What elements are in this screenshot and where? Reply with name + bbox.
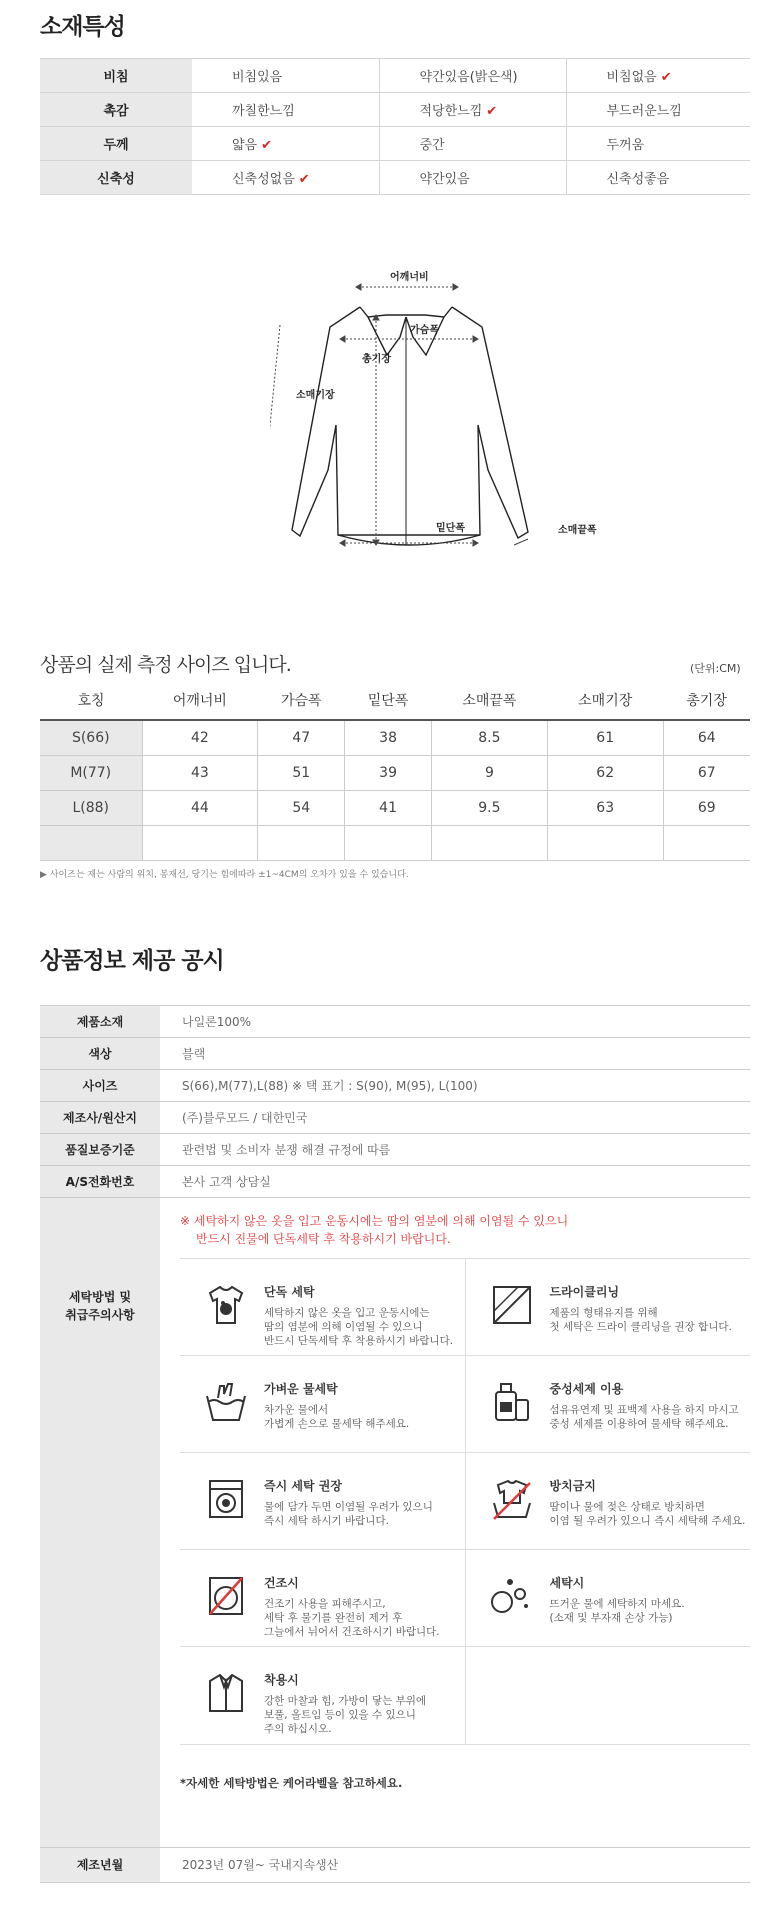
info-value: S(66),M(77),L(88) ※ 택 표기 : S(90), M(95), L(100) [160, 1070, 750, 1102]
care-item-desc: 제품의 형태유지를 위해 첫 세탁은 드라이 클리닝을 권장 합니다. [549, 1307, 732, 1333]
care-cell [465, 1259, 750, 1356]
info-table [40, 1005, 750, 1883]
care-grid [180, 1258, 750, 1744]
material-title: 소재특성 [40, 14, 125, 40]
size-row [40, 825, 750, 860]
material-option [566, 127, 750, 161]
care-item [180, 1669, 465, 1736]
size-header-cell: 어깨너비 [142, 680, 258, 720]
info-row [40, 1134, 750, 1166]
care-warning-line-2: 반드시 진물에 단독세탁 후 착용하시기 바랍니다. [196, 1232, 451, 1246]
care-item-desc: 강한 마찰과 힘, 가방이 닿는 부위에 보풀, 올트임 등이 있을 수 있으니 주의 하십시오. [264, 1695, 427, 1735]
care-item-desc: 차가운 물에서 가볍게 손으로 물세탁 해주세요. [264, 1404, 410, 1430]
size-header-cell: 총기장 [663, 680, 750, 720]
size-row [40, 790, 750, 825]
size-value-cell: 47 [258, 720, 345, 755]
material-option [192, 127, 379, 161]
care-item-title: 드라이클리닝 [549, 1285, 620, 1299]
material-row [40, 127, 750, 161]
care-cell [180, 1453, 465, 1550]
material-option [379, 93, 566, 127]
care-item-desc: 섬유유연제 및 표백제 사용을 하지 마시고 중성 세제를 이용하여 물세탁 해주세요. [549, 1404, 739, 1430]
label-cuff: 소매끝폭 [558, 525, 597, 536]
material-option-text: 비침있음 [232, 70, 283, 85]
care-item [180, 1281, 465, 1348]
label-shoulder: 어깨너비 [390, 272, 429, 283]
size-label-cell [40, 825, 142, 860]
info-title: 상품정보 제공 공시 [40, 948, 224, 974]
care-row [180, 1259, 750, 1356]
care-row [180, 1647, 750, 1744]
detergent-icon [488, 1378, 536, 1426]
washing-machine-icon [202, 1475, 250, 1523]
size-value-cell: 39 [345, 755, 432, 790]
size-note: ▶ 사이즈는 재는 사람의 위치, 봉재선, 당기는 힘에따라 ±1~4CM의 오차가 있을 수 있습니다. [40, 870, 409, 880]
material-option [192, 93, 379, 127]
material-option-text: 신축성없음 [232, 172, 295, 187]
info-label: 품질보증기준 [40, 1134, 160, 1166]
care-item-desc: 땀이나 물에 젖은 상태로 방치하면 이염 될 우려가 있으니 즉시 세탁해 주세요. [549, 1501, 746, 1527]
size-value-cell: 69 [663, 790, 750, 825]
size-value-cell: 38 [345, 720, 432, 755]
care-cell [465, 1356, 750, 1453]
care-item-title: 세탁시 [549, 1576, 585, 1590]
size-header-cell: 가슴폭 [258, 680, 345, 720]
size-value-cell: 43 [142, 755, 258, 790]
material-option-text: 신축성좋음 [606, 172, 670, 187]
size-value-cell [345, 825, 432, 860]
care-item-title: 단독 세탁 [264, 1285, 315, 1299]
info-value: 관련법 및 소비자 분쟁 해결 규정에 따름 [160, 1134, 750, 1166]
shirt-wash-icon [202, 1281, 250, 1329]
size-value-cell: 67 [663, 755, 750, 790]
care-item-desc: 뜨거운 물에 세탁하지 마세요. (소재 및 부자재 손상 가능) [549, 1598, 685, 1624]
material-option [192, 161, 379, 195]
care-item [466, 1572, 751, 1625]
care-item [180, 1475, 465, 1528]
care-item-title: 방치금지 [549, 1479, 596, 1493]
label-chest: 가슴폭 [410, 325, 439, 336]
size-header-cell: 밑단폭 [345, 680, 432, 720]
size-value-cell [547, 825, 663, 860]
measure-arrows [270, 284, 528, 546]
care-item-desc: 물에 담가 두면 이염될 우려가 있으니 즉시 세탁 하시기 바랍니다. [264, 1501, 433, 1527]
size-value-cell: 8.5 [432, 720, 548, 755]
material-option [379, 59, 566, 93]
no-soak-icon [488, 1475, 536, 1523]
care-item-desc: 건조기 사용을 피해주시고, 세탁 후 물기를 완전히 제거 후 그늘에서 뉘어서 건조하시기 바랍니다. [264, 1598, 440, 1638]
label-hem: 밑단폭 [436, 523, 465, 534]
material-option-text: 중간 [419, 138, 445, 153]
info-row [40, 1006, 750, 1038]
info-value: (주)블루모드 / 대한민국 [160, 1102, 750, 1134]
material-option-text: 비침없음 [606, 70, 657, 85]
size-value-cell [142, 825, 258, 860]
checkmark-icon: ✔ [298, 172, 310, 187]
care-footer: *자세한 세탁방법은 케어라벨을 참고하세요. [180, 1744, 750, 1847]
size-value-cell [663, 825, 750, 860]
care-cell [465, 1453, 750, 1550]
material-option [566, 161, 750, 195]
size-value-cell: 42 [142, 720, 258, 755]
size-value-cell: 44 [142, 790, 258, 825]
info-row [40, 1102, 750, 1134]
date-label: 제조년월 [40, 1847, 160, 1882]
size-value-cell [432, 825, 548, 860]
info-row [40, 1070, 750, 1102]
size-label-cell: L(88) [40, 790, 142, 825]
size-value-cell [258, 825, 345, 860]
checkmark-icon: ✔ [261, 138, 273, 153]
care-item [180, 1572, 465, 1639]
size-value-cell: 63 [547, 790, 663, 825]
care-item-title: 건조시 [264, 1576, 299, 1590]
checkmark-icon: ✔ [660, 70, 672, 85]
checkmark-icon: ✔ [486, 104, 498, 119]
material-option [192, 59, 379, 93]
material-option-text: 약간있음 [419, 172, 470, 187]
care-item-title: 중성세제 이용 [549, 1382, 624, 1396]
info-value: 본사 고객 상담실 [160, 1166, 750, 1198]
care-item-title: 즉시 세탁 권장 [264, 1479, 342, 1493]
size-header-cell: 소매끝폭 [432, 680, 548, 720]
material-option-text: 약간있음(밝은색) [419, 70, 518, 85]
material-option-text: 부드러운느낌 [606, 104, 682, 119]
info-row [40, 1038, 750, 1070]
care-cell [180, 1356, 465, 1453]
info-label: 색상 [40, 1038, 160, 1070]
care-warning-line-1: ※ 세탁하지 않은 옷을 입고 운동시에는 땀의 염분에 의해 이염될 수 있으니 [180, 1214, 569, 1228]
measurement-diagram [270, 255, 630, 575]
size-value-cell: 62 [547, 755, 663, 790]
size-value-cell: 51 [258, 755, 345, 790]
care-cell [180, 1550, 465, 1647]
material-row-label: 두께 [40, 127, 192, 161]
care-cell [465, 1647, 750, 1744]
size-header-cell: 호칭 [40, 680, 142, 720]
info-row [40, 1166, 750, 1198]
info-value: 나일론100% [160, 1006, 750, 1038]
size-value-cell: 54 [258, 790, 345, 825]
wearing-shirt-icon [202, 1669, 250, 1717]
care-item [180, 1378, 465, 1431]
material-option [566, 59, 750, 93]
size-unit: (단위:CM) [690, 662, 741, 675]
care-row [180, 1356, 750, 1453]
size-value-cell: 64 [663, 720, 750, 755]
size-label-cell: S(66) [40, 720, 142, 755]
material-row-label: 비침 [40, 59, 192, 93]
material-option-text: 얇음 [232, 138, 258, 153]
jacket-outline [292, 307, 528, 545]
size-row [40, 720, 750, 755]
label-sleeve-length: 소매기장 [296, 390, 335, 401]
size-table [40, 680, 750, 861]
material-option-text: 적당한느낌 [419, 104, 483, 119]
care-warning [180, 1198, 750, 1258]
care-item [466, 1378, 751, 1431]
info-label: 사이즈 [40, 1070, 160, 1102]
care-label: 세탁방법 및 취급주의사항 [40, 1198, 160, 1848]
care-item [466, 1475, 751, 1528]
material-row-label: 신축성 [40, 161, 192, 195]
label-length: 총기장 [362, 354, 391, 365]
size-label-cell: M(77) [40, 755, 142, 790]
care-item-title: 착용시 [264, 1673, 299, 1687]
material-row-label: 촉감 [40, 93, 192, 127]
date-value: 2023년 07월~ 국내지속생산 [160, 1847, 750, 1882]
care-item [466, 1281, 751, 1334]
info-label: 제품소재 [40, 1006, 160, 1038]
material-option [379, 127, 566, 161]
material-option-text: 두꺼움 [606, 138, 645, 153]
care-item-desc: 세탁하지 않은 옷을 입고 운동시에는 땀의 염분에 의해 이염될 수 있으니 반드시 단독세탁 후 착용하시기 바랍니다. [264, 1307, 454, 1347]
info-value: 블랙 [160, 1038, 750, 1070]
no-dryer-icon [202, 1572, 250, 1620]
care-cell [180, 1259, 465, 1356]
dry-clean-icon [488, 1281, 536, 1329]
info-label: A/S전화번호 [40, 1166, 160, 1198]
care-cell [180, 1647, 465, 1744]
material-option-text: 까칠한느낌 [232, 104, 295, 119]
care-row [180, 1453, 750, 1550]
material-row [40, 93, 750, 127]
care-row [180, 1550, 750, 1647]
material-option [566, 93, 750, 127]
size-value-cell: 9.5 [432, 790, 548, 825]
hand-wash-icon [202, 1378, 250, 1426]
size-value-cell: 9 [432, 755, 548, 790]
info-label: 제조사/원산지 [40, 1102, 160, 1134]
care-item-title: 가벼운 물세탁 [264, 1382, 338, 1396]
material-option [379, 161, 566, 195]
material-row [40, 161, 750, 195]
size-value-cell: 41 [345, 790, 432, 825]
care-cell [465, 1550, 750, 1647]
size-header-cell: 소매기장 [547, 680, 663, 720]
bubbles-icon [488, 1572, 536, 1620]
material-row [40, 59, 750, 93]
material-table [40, 58, 750, 195]
size-row [40, 755, 750, 790]
size-value-cell: 61 [547, 720, 663, 755]
size-subtitle: 상품의 실제 측정 사이즈 입니다. [40, 654, 291, 676]
